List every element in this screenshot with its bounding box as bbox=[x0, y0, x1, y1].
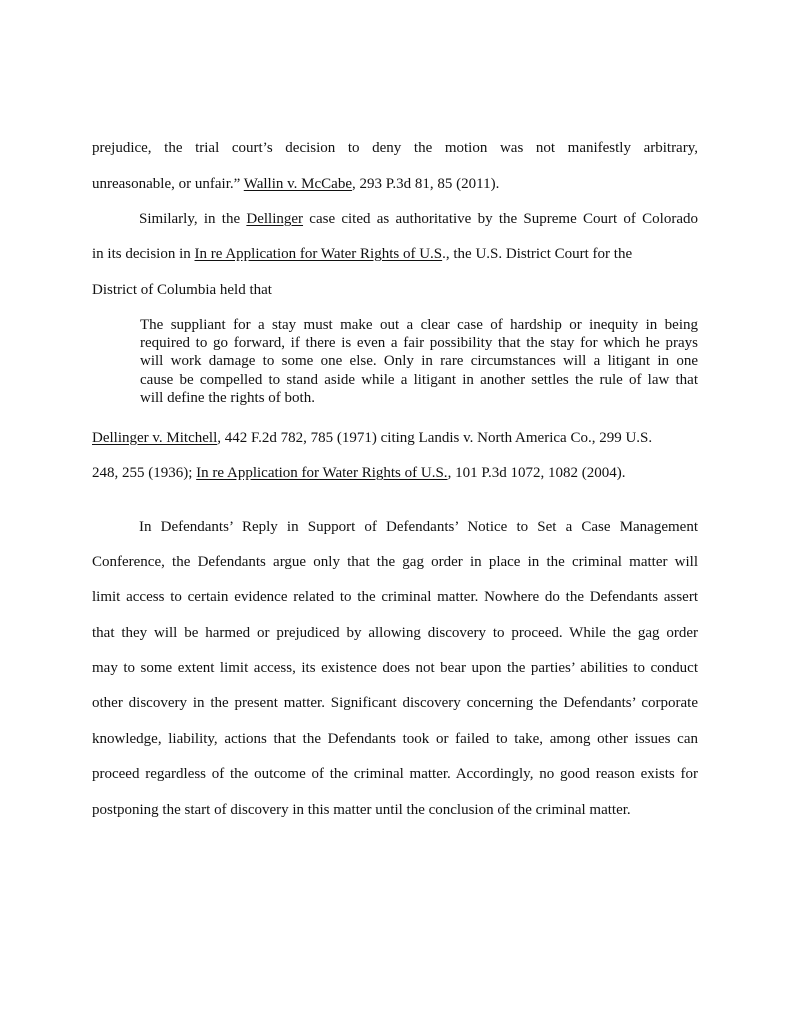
para3-line3: limit access to certain evidence related to the criminal matter. Nowhere do the Defendants assert bbox=[92, 589, 698, 605]
case-name-dellinger-mitchell: Dellinger v. Mitchell bbox=[92, 430, 218, 446]
para1-line2-post: , 293 P.3d 81, 85 (2011). bbox=[351, 176, 500, 192]
quote-line4: cause be compelled to stand aside while a litigant in another settles the rule of law that bbox=[140, 372, 698, 388]
para1-line2 bbox=[92, 174, 698, 194]
para3-line6: other discovery in the present matter. Significant discovery concerning the Defendants’ corporate bbox=[92, 695, 698, 711]
para2-line3: District of Columbia held that bbox=[92, 282, 272, 298]
para2-line1-pre: Similarly, in the bbox=[139, 211, 247, 227]
para2-line1 bbox=[139, 209, 698, 229]
para3-line5: may to some extent limit access, its existence does not bear upon the parties’ abilities to conduct bbox=[92, 660, 698, 676]
case-name-wallin: Wallin v. McCabe bbox=[243, 176, 352, 192]
para2-line1-post: case cited as authoritative by the Supreme Court of Colorado bbox=[303, 211, 698, 227]
para3-line7: knowledge, liability, actions that the Defendants took or failed to take, among other issues can bbox=[92, 731, 698, 747]
para2-line2 bbox=[92, 244, 698, 264]
citation-line2-pre: 248, 255 (1936); bbox=[92, 465, 197, 481]
citation-line2 bbox=[92, 463, 698, 483]
citation-line1-post: , 442 F.2d 782, 785 (1971) citing Landis v. North America Co., 299 U.S. bbox=[217, 430, 653, 446]
para3-line9: postponing the start of discovery in this matter until the conclusion of the criminal matter. bbox=[92, 802, 631, 818]
case-name-water-rights: In re Application for Water Rights of U.S bbox=[194, 246, 443, 262]
para3-line1: In Defendants’ Reply in Support of Defendants’ Notice to Set a Case Management bbox=[139, 519, 698, 535]
citation-line1 bbox=[92, 428, 698, 448]
quote-line1: The suppliant for a stay must make out a clear case of hardship or inequity in being bbox=[140, 317, 698, 333]
para2-line2-post: ., the U.S. District Court for the bbox=[442, 246, 633, 262]
quote-line3: will work damage to some one else. Only in rare circumstances will a litigant in one bbox=[140, 353, 698, 369]
para1-line1: prejudice, the trial court’s decision to deny the motion was not manifestly arbitrary, bbox=[92, 140, 698, 156]
para1-line2-pre: unreasonable, or unfair.” bbox=[92, 176, 244, 192]
case-name-dellinger: Dellinger bbox=[246, 211, 304, 227]
citation-line2-post: , 101 P.3d 1072, 1082 (2004). bbox=[447, 465, 626, 481]
para3-line8: proceed regardless of the outcome of the criminal matter. Accordingly, no good reason exists for bbox=[92, 766, 698, 782]
case-name-water-rights-2: In re Application for Water Rights of U.S. bbox=[196, 465, 448, 481]
para3-line4: that they will be harmed or prejudiced by allowing discovery to proceed. While the gag order bbox=[92, 625, 698, 641]
quote-line2: required to go forward, if there is even a fair possibility that the stay for which he prays bbox=[140, 335, 698, 351]
quote-line5: will define the rights of both. bbox=[140, 390, 315, 406]
para2-line2-pre: in its decision in bbox=[92, 246, 195, 262]
para3-line2: Conference, the Defendants argue only that the gag order in place in the criminal matter will bbox=[92, 554, 698, 570]
